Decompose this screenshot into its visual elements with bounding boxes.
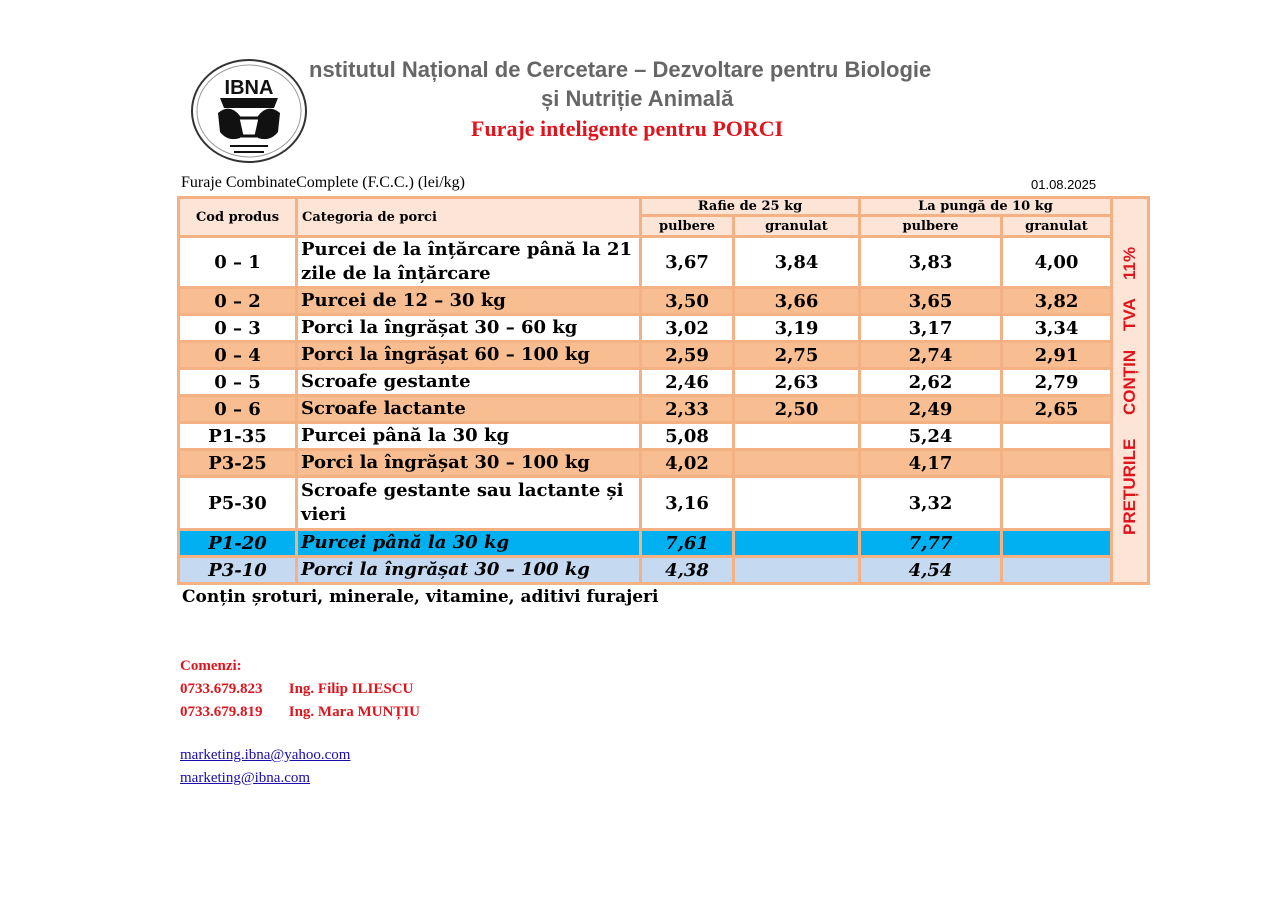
header-rafie-pulbere: pulbere	[641, 216, 734, 237]
price-punga-pulbere: 7,77	[860, 530, 1002, 557]
product-code: P3-10	[179, 557, 297, 584]
table-row	[179, 315, 1149, 342]
product-code: 0 – 2	[179, 288, 297, 315]
contact-line	[180, 678, 420, 701]
price-punga-granulat	[1002, 450, 1112, 477]
table-row	[179, 237, 1149, 288]
price-punga-pulbere: 3,32	[860, 477, 1002, 530]
product-code: 0 – 5	[179, 369, 297, 396]
price-punga-pulbere: 3,65	[860, 288, 1002, 315]
price-punga-granulat	[1002, 530, 1112, 557]
price-punga-pulbere: 4,17	[860, 450, 1002, 477]
orders-label: Comenzi:	[180, 658, 242, 674]
price-rafie-pulbere: 3,16	[641, 477, 734, 530]
header-group-rafie: Rafie de 25 kg	[641, 198, 860, 216]
vat-note: PREȚURILE CONȚIN TVA 11%	[1120, 246, 1139, 535]
price-punga-granulat	[1002, 557, 1112, 584]
table-row	[179, 369, 1149, 396]
price-punga-granulat: 2,91	[1002, 342, 1112, 369]
table-caption: Furaje CombinateComplete (F.C.C.) (lei/kg)	[181, 174, 466, 191]
price-rafie-pulbere: 3,02	[641, 315, 734, 342]
pig-category: Porci la îngrășat 30 – 60 kg	[297, 315, 641, 342]
price-rafie-pulbere: 2,59	[641, 342, 734, 369]
price-rafie-pulbere: 3,50	[641, 288, 734, 315]
price-rafie-granulat: 3,84	[734, 237, 860, 288]
price-date: 01.08.2025	[1031, 177, 1097, 192]
product-code: 0 – 3	[179, 315, 297, 342]
table-row	[179, 288, 1149, 315]
email-link-ibna[interactable]: marketing@ibna.com	[180, 770, 311, 786]
pig-category: Porci la îngrășat 30 – 100 kg	[297, 557, 641, 584]
price-rafie-granulat	[734, 557, 860, 584]
price-punga-pulbere: 3,83	[860, 237, 1002, 288]
ibna-logo	[190, 58, 308, 164]
contact-phone[interactable]: 0733.679.823	[180, 681, 263, 697]
pig-category: Purcei până la 30 kg	[297, 530, 641, 557]
price-punga-pulbere: 3,17	[860, 315, 1002, 342]
institute-name-line1: nstitutul Național de Cercetare – Dezvoltare pentru Biologie	[309, 57, 932, 82]
table-row	[179, 423, 1149, 450]
price-punga-granulat	[1002, 477, 1112, 530]
header-category: Categoria de porci	[297, 198, 641, 237]
contact-name: Ing. Mara MUNȚIU	[288, 704, 420, 720]
price-rafie-granulat: 3,19	[734, 315, 860, 342]
table-row	[179, 477, 1149, 530]
price-rafie-granulat: 2,50	[734, 396, 860, 423]
pig-category: Purcei până la 30 kg	[297, 423, 641, 450]
vat-note-cell	[1112, 198, 1149, 584]
price-rafie-pulbere: 4,02	[641, 450, 734, 477]
price-rafie-pulbere: 4,38	[641, 557, 734, 584]
pig-category: Purcei de 12 – 30 kg	[297, 288, 641, 315]
price-punga-pulbere: 2,49	[860, 396, 1002, 423]
price-rafie-granulat	[734, 477, 860, 530]
product-code: P5-30	[179, 477, 297, 530]
price-rafie-pulbere: 3,67	[641, 237, 734, 288]
product-code: 0 – 1	[179, 237, 297, 288]
price-punga-granulat	[1002, 423, 1112, 450]
product-code: 0 – 6	[179, 396, 297, 423]
product-code: P3-25	[179, 450, 297, 477]
table-row	[179, 342, 1149, 369]
price-punga-pulbere: 4,54	[860, 557, 1002, 584]
price-rafie-pulbere: 2,33	[641, 396, 734, 423]
price-table	[177, 196, 1150, 585]
pig-category: Scroafe gestante	[297, 369, 641, 396]
pig-category: Scroafe lactante	[297, 396, 641, 423]
pig-category: Porci la îngrășat 60 – 100 kg	[297, 342, 641, 369]
price-punga-granulat: 3,34	[1002, 315, 1112, 342]
price-punga-granulat: 4,00	[1002, 237, 1112, 288]
pig-category: Scroafe gestante sau lactante și vieri	[297, 477, 641, 530]
contact-phone[interactable]: 0733.679.819	[180, 704, 263, 720]
table-row	[179, 530, 1149, 557]
document-subtitle: Furaje inteligente pentru PORCI	[471, 116, 784, 141]
header-group-punga: La pungă de 10 kg	[860, 198, 1112, 216]
price-punga-pulbere: 2,74	[860, 342, 1002, 369]
price-rafie-granulat	[734, 423, 860, 450]
price-punga-pulbere: 5,24	[860, 423, 1002, 450]
table-row	[179, 450, 1149, 477]
price-rafie-granulat: 2,63	[734, 369, 860, 396]
table-row	[179, 396, 1149, 423]
orders-block	[180, 655, 420, 724]
price-rafie-pulbere: 7,61	[641, 530, 734, 557]
product-code: P1-35	[179, 423, 297, 450]
contact-name: Ing. Filip ILIESCU	[288, 681, 414, 697]
header-punga-granulat: granulat	[1002, 216, 1112, 237]
contact-line	[180, 701, 420, 724]
price-rafie-granulat	[734, 450, 860, 477]
price-rafie-pulbere: 5,08	[641, 423, 734, 450]
price-rafie-granulat: 2,75	[734, 342, 860, 369]
header-code: Cod produs	[179, 198, 297, 237]
price-punga-granulat: 2,79	[1002, 369, 1112, 396]
price-rafie-pulbere: 2,46	[641, 369, 734, 396]
price-punga-pulbere: 2,62	[860, 369, 1002, 396]
svg-text:IBNA: IBNA	[224, 77, 274, 99]
product-code: P1-20	[179, 530, 297, 557]
price-rafie-granulat: 3,66	[734, 288, 860, 315]
price-rafie-granulat	[734, 530, 860, 557]
pig-category: Porci la îngrășat 30 – 100 kg	[297, 450, 641, 477]
price-punga-granulat: 2,65	[1002, 396, 1112, 423]
email-block	[180, 744, 350, 790]
price-punga-granulat: 3,82	[1002, 288, 1112, 315]
institute-name-line2: și Nutriție Animală	[541, 86, 734, 111]
email-link-yahoo[interactable]: marketing.ibna@yahoo.com	[180, 747, 351, 763]
table-row	[179, 557, 1149, 584]
product-code: 0 – 4	[179, 342, 297, 369]
header-rafie-granulat: granulat	[734, 216, 860, 237]
header-punga-pulbere: pulbere	[860, 216, 1002, 237]
ingredients-note: Conțin șroturi, minerale, vitamine, aditivi furajeri	[182, 587, 659, 607]
pig-category: Purcei de la înțărcare până la 21 zile de la înțărcare	[297, 237, 641, 288]
